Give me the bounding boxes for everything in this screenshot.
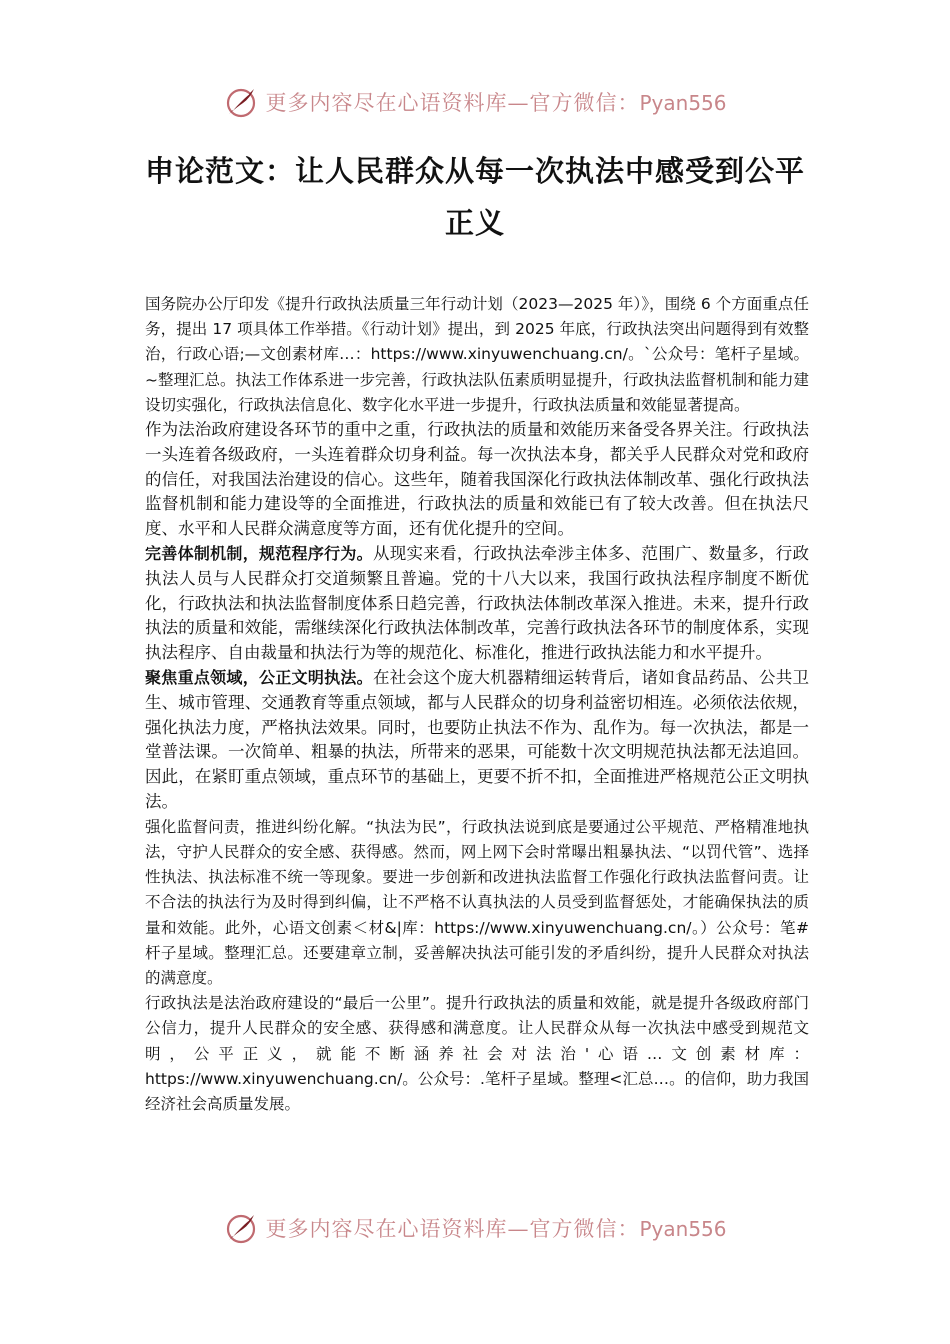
banner-text: 更多内容尽在心语资料库—官方微信：Pyan556 bbox=[265, 91, 727, 115]
paragraph-lead: 完善体制机制，规范程序行为。 bbox=[145, 544, 373, 563]
paragraph-background bbox=[145, 418, 809, 542]
article-title: 申论范文：让人民群众从每一次执法中感受到公平正义 bbox=[144, 154, 805, 240]
quill-logo-icon bbox=[223, 84, 259, 120]
paragraph-text: 作为法治政府建设各环节的重中之重，行政执法的质量和效能历来备受各界关注。行政执法一头连着各级政府，一头连着群众切身利益。每一次执法本身，都关乎人民群众对党和政府的信任，对我国法治建设的信心。这些年，随着我国深化行政执法体制改革、强化行政执法监督机制和能力建设等的全面推进，行政执法的质量和效能已有了较大改善。但在执法尺度、水平和人民群众满意度等方面，还有优化提升的空间。 bbox=[145, 420, 809, 539]
paragraph-text: 从现实来看，行政执法牵涉主体多、范围广、数量多，行政执法人员与人民群众打交道频繁且普遍。党的十八大以来，我国行政执法程序制度不断优化，行政执法和执法监督制度体系日趋完善，行政执法体制改革深入推进。未来，提升行政执法的质量和效能，需继续深化行政执法体制改革，完善行政执法各环节的制度体系，实现执法程序、自由裁量和执法行为等的规范化、标准化，推进行政执法能力和水平提升。 bbox=[145, 544, 809, 663]
banner-wechat-id: Pyan556 bbox=[639, 91, 727, 115]
paragraph-intro bbox=[145, 292, 809, 418]
paragraph-supervision bbox=[145, 815, 809, 991]
quill-logo-icon bbox=[223, 1210, 259, 1246]
paragraph-conclusion bbox=[145, 991, 809, 1117]
paragraph-text: 行政执法是法治政府建设的“最后一公里”。提升行政执法的质量和效能，就是提升各级政府部门公信力，提升人民群众的安全感、获得感和满意度。让人民群众从每一次执法中感受到规范文明，公平正义，就能不断涵养社会对法治'心语…文创素材库：https://www.xinyuwenchuang.cn/。公众号：.笔杆子星域。整理<汇总…。的信仰，助力我国经济社会高质量发展。 bbox=[145, 994, 809, 1113]
header-banner bbox=[0, 84, 950, 120]
paragraph-text: 强化监督问责，推进纠纷化解。“执法为民”，行政执法说到底是要通过公平规范、严格精准地执法，守护人民群众的安全感、获得感。然而，网上网下会时常曝出粗暴执法、“以罚代管”、选择性执法、执法标准不统一等现象。要进一步创新和改进执法监督工作强化行政执法监督问责。让不合法的执法行为及时得到纠偏，让不严格不认真执法的人员受到监督惩处，才能确保执法的质量和效能。此外，心语文创素＜材&|库：https://www.xinyuwenchuang.cn/。）公众号：笔#杆子星域。整理汇总。还要建章立制，妥善解决执法可能引发的矛盾纠纷，提升人民群众对执法的满意度。 bbox=[145, 817, 809, 987]
banner-text: 更多内容尽在心语资料库—官方微信：Pyan556 bbox=[265, 1217, 727, 1241]
paragraph-key-areas bbox=[145, 666, 809, 815]
article-body bbox=[145, 292, 809, 1117]
paragraph-text: 国务院办公厅印发《提升行政执法质量三年行动计划（2023—2025 年）》，围绕 6 个方面重点任务，提出 17 项具体工作举措。《行动计划》提出，到 2025 年底，行政执法突出问题得到有效整治，行政心语;—文创素材库…：https://www.xinyuwenchuang.cn/。`公众号：笔杆子星域。~整理汇总。执法工作体系进一步完善，行政执法队伍素质明显提升，行政执法监督机制和能力建设切实强化，行政执法信息化、数字化水平进一步提升，行政执法质量和效能显著提高。 bbox=[145, 295, 809, 414]
banner-wechat-id: Pyan556 bbox=[639, 1217, 727, 1241]
paragraph-institutions bbox=[145, 542, 809, 666]
paragraph-lead: 聚焦重点领域，公正文明执法。 bbox=[145, 667, 373, 687]
footer-banner bbox=[0, 1210, 950, 1246]
paragraph-text: 在社会这个庞大机器精细运转背后，诸如食品药品、公共卫生、城市管理、交通教育等重点领域，都与人民群众的切身利益密切相连。必须依法依规，强化执法力度，严格执法效果。同时，也要防止执法不作为、乱作为。每一次执法，都是一堂普法课。一次简单、粗暴的执法，所带来的恶果，可能数十次文明规范执法都无法追回。因此，在紧盯重点领域，重点环节的基础上，更要不折不扣，全面推进严格规范公正文明执法。 bbox=[145, 667, 809, 811]
